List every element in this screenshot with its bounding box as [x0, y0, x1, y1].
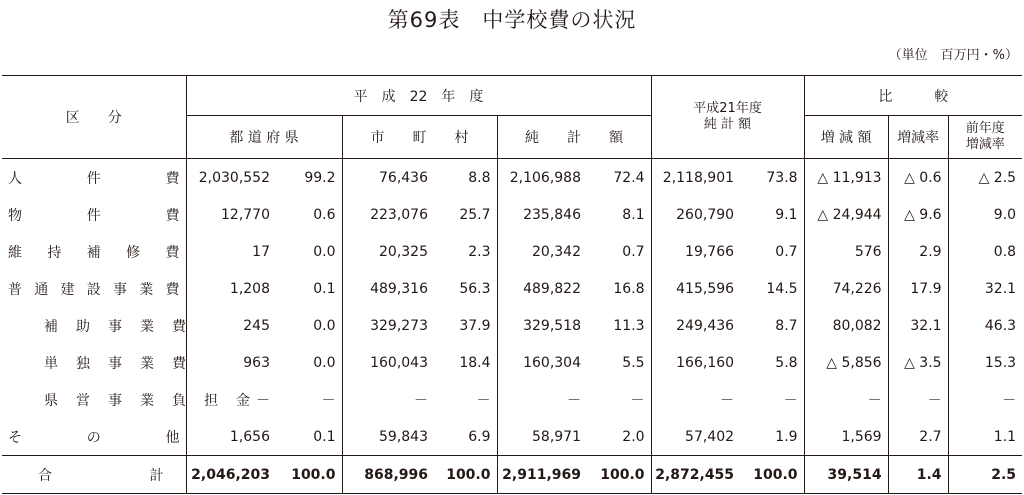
row-label-text: 補 助 事 業 費	[44, 318, 186, 335]
cell-net-ratio: 5.5	[622, 354, 645, 371]
table-row	[2, 233, 1022, 270]
cell-net-amount: 160,304	[497, 344, 587, 381]
cell-pref-amount: 963	[186, 344, 276, 381]
cell-diff-rate: 32.1	[888, 307, 948, 344]
cell-diff-rate: △ 3.5	[888, 344, 948, 381]
cell-diff-rate: 2.9	[888, 233, 948, 270]
cell-diff-rate: △ 9.6	[888, 196, 948, 233]
row-label-text: そ の 他	[8, 429, 180, 446]
header-h22-text: 平 成 22 年 度	[353, 88, 484, 105]
cell-net-amount: －	[497, 381, 587, 418]
cell-muni-amount: 329,273	[342, 307, 434, 344]
row-label-text: 合 計	[38, 467, 164, 484]
header-shichoson-text: 市 町 村	[370, 130, 469, 146]
cell-muni-amount: 76,436	[342, 159, 434, 197]
cell-diff-amount: △ 11,913	[804, 159, 888, 197]
row-label	[2, 159, 186, 197]
unit-note: （単位 百万円・%）	[888, 48, 1018, 63]
cell-muni-amount: 160,043	[342, 344, 434, 381]
cell-prev-ratio: 100.0	[740, 456, 804, 494]
cell-diff-rate: －	[888, 381, 948, 418]
cell-net-amount: 2,106,988	[497, 159, 587, 197]
cell-prev-amount: 2,118,901	[651, 159, 740, 197]
header-junkeigaku-text: 純 計 額	[525, 130, 624, 146]
cell-muni-ratio: 56.3	[459, 280, 491, 297]
header-junkeigaku	[497, 116, 651, 159]
cell-net-ratio: 100.0	[587, 456, 651, 494]
cell-net-amount: 20,342	[497, 233, 587, 270]
cell-diff-rate: 2.7	[888, 418, 948, 456]
cell-muni-amount: 223,076	[342, 196, 434, 233]
cell-muni-amount: 20,325	[342, 233, 434, 270]
cell-prev-ratio: －	[783, 392, 798, 409]
cell-diff-rate: △ 0.6	[888, 159, 948, 197]
cell-net-amount: 235,846	[497, 196, 587, 233]
cell-pref-ratio: 99.2	[304, 169, 336, 186]
cell-prev-diff-rate: 32.1	[948, 270, 1022, 307]
row-label-text: 単 独 事 業 費	[44, 355, 186, 372]
cell-pref-amount: 245	[186, 307, 276, 344]
cell-pref-ratio: 100.0	[276, 456, 342, 494]
cell-pref-amount: 2,030,552	[186, 159, 276, 197]
header-zogenritsu	[888, 116, 948, 159]
cell-prev-diff-rate: 9.0	[948, 196, 1022, 233]
cell-diff-amount: 39,514	[804, 456, 888, 494]
cell-prev-ratio: 1.9	[775, 428, 798, 445]
cell-pref-amount: 12,770	[186, 196, 276, 233]
cell-pref-ratio: 0.0	[313, 243, 336, 260]
cell-prev-diff-rate: －	[948, 381, 1022, 418]
header-h21-line1: 平成21年度	[693, 101, 762, 116]
cell-prev-diff-rate: 0.8	[948, 233, 1022, 270]
cell-net-amount: 489,822	[497, 270, 587, 307]
row-label-text: 維 持 補 修 費	[8, 244, 180, 261]
cell-muni-ratio: 25.7	[459, 206, 491, 223]
school-cost-table	[2, 75, 1022, 494]
cell-muni-ratio: 37.9	[459, 317, 491, 334]
header-shichoson	[342, 116, 497, 159]
cell-pref-amount: 2,046,203	[186, 456, 276, 494]
header-hikaku	[804, 76, 1022, 116]
header-h21-line2: 純 計 額	[703, 117, 752, 132]
cell-diff-amount: －	[804, 381, 888, 418]
header-zennendo-line1: 前年度	[965, 121, 1005, 136]
cell-muni-ratio: 8.8	[468, 169, 491, 186]
cell-prev-diff-rate: 46.3	[948, 307, 1022, 344]
cell-prev-amount: 415,596	[651, 270, 740, 307]
cell-diff-amount: △ 24,944	[804, 196, 888, 233]
cell-net-ratio: 16.8	[613, 280, 645, 297]
row-label	[2, 233, 186, 270]
cell-muni-amount: －	[342, 381, 434, 418]
cell-net-amount: 58,971	[497, 418, 587, 456]
cell-prev-amount: 19,766	[651, 233, 740, 270]
cell-pref-ratio: 0.6	[313, 206, 336, 223]
row-label	[2, 270, 186, 307]
cell-diff-amount: 80,082	[804, 307, 888, 344]
cell-muni-ratio: 2.3	[468, 243, 491, 260]
cell-net-ratio: 8.1	[622, 206, 645, 223]
table-title: 第69表 中学校費の状況	[387, 8, 637, 32]
header-todofuken-text: 都 道 府 県	[229, 130, 299, 146]
cell-net-ratio: 11.3	[613, 317, 645, 334]
cell-pref-amount: 17	[186, 233, 276, 270]
header-h21	[651, 76, 804, 159]
cell-diff-amount: △ 5,856	[804, 344, 888, 381]
header-zogengaku-text: 増 減 額	[820, 130, 872, 146]
cell-net-ratio: －	[630, 392, 645, 409]
cell-prev-ratio: 5.8	[775, 354, 798, 371]
header-zogenritsu-text: 増減率	[897, 130, 940, 146]
row-label	[2, 307, 186, 344]
table-row	[2, 159, 1022, 197]
cell-pref-ratio: －	[321, 392, 336, 409]
cell-pref-ratio: 0.1	[313, 428, 336, 445]
cell-net-ratio: 2.0	[622, 428, 645, 445]
cell-prev-ratio: 14.5	[766, 280, 798, 297]
header-zennendo	[948, 116, 1022, 159]
cell-muni-amount: 868,996	[342, 456, 434, 494]
header-kubun	[2, 76, 186, 159]
cell-diff-amount: 576	[804, 233, 888, 270]
row-label	[2, 456, 186, 494]
table-row	[2, 381, 1022, 418]
row-label-text: 物 件 費	[8, 207, 180, 224]
cell-prev-amount: －	[651, 381, 740, 418]
cell-net-ratio: 72.4	[613, 169, 645, 186]
cell-prev-diff-rate: 1.1	[948, 418, 1022, 456]
cell-prev-diff-rate: 15.3	[948, 344, 1022, 381]
row-label-text: 普 通 建 設 事 業 費	[8, 281, 180, 298]
header-zennendo-line2: 増減率	[965, 137, 1005, 152]
cell-prev-amount: 57,402	[651, 418, 740, 456]
cell-muni-ratio: －	[476, 392, 491, 409]
cell-prev-amount: 260,790	[651, 196, 740, 233]
cell-pref-ratio: 0.0	[313, 317, 336, 334]
row-label	[2, 344, 186, 381]
cell-net-amount: 2,911,969	[497, 456, 587, 494]
row-label	[2, 381, 250, 418]
cell-pref-amount: －	[186, 381, 276, 418]
cell-pref-amount: 1,208	[186, 270, 276, 307]
header-hikaku-text: 比 較	[878, 88, 949, 105]
cell-pref-ratio: 0.0	[313, 354, 336, 371]
cell-prev-amount: 2,872,455	[651, 456, 740, 494]
table-row	[2, 307, 1022, 344]
table-row	[2, 270, 1022, 307]
cell-diff-amount: 74,226	[804, 270, 888, 307]
cell-net-amount: 329,518	[497, 307, 587, 344]
header-kubun-text: 区 分	[65, 110, 122, 126]
cell-muni-ratio: 100.0	[434, 456, 497, 494]
cell-muni-amount: 489,316	[342, 270, 434, 307]
cell-diff-rate: 1.4	[888, 456, 948, 494]
cell-net-ratio: 0.7	[622, 243, 645, 260]
cell-diff-rate: 17.9	[888, 270, 948, 307]
cell-prev-ratio: 8.7	[775, 317, 798, 334]
cell-prev-amount: 249,436	[651, 307, 740, 344]
total-row	[2, 456, 1022, 494]
table-row	[2, 344, 1022, 381]
header-h22	[186, 76, 651, 116]
cell-muni-ratio: 6.9	[468, 428, 491, 445]
cell-muni-amount: 59,843	[342, 418, 434, 456]
cell-pref-amount: 1,656	[186, 418, 276, 456]
cell-prev-ratio: 0.7	[775, 243, 798, 260]
row-label-text: 人 件 費	[8, 170, 180, 187]
row-label	[2, 196, 186, 233]
cell-diff-amount: 1,569	[804, 418, 888, 456]
cell-prev-ratio: 73.8	[766, 169, 798, 186]
cell-prev-ratio: 9.1	[775, 206, 798, 223]
row-label	[2, 418, 186, 456]
cell-prev-diff-rate: 2.5	[948, 456, 1022, 494]
cell-pref-ratio: 0.1	[313, 280, 336, 297]
cell-muni-ratio: 18.4	[459, 354, 491, 371]
cell-prev-amount: 166,160	[651, 344, 740, 381]
header-zogengaku	[804, 116, 888, 159]
row-label-text: 県 営 事 業 負 担 金	[44, 392, 250, 409]
cell-prev-diff-rate: △ 2.5	[948, 159, 1022, 197]
table-row	[2, 418, 1022, 456]
header-todofuken	[186, 116, 342, 159]
table-row	[2, 196, 1022, 233]
